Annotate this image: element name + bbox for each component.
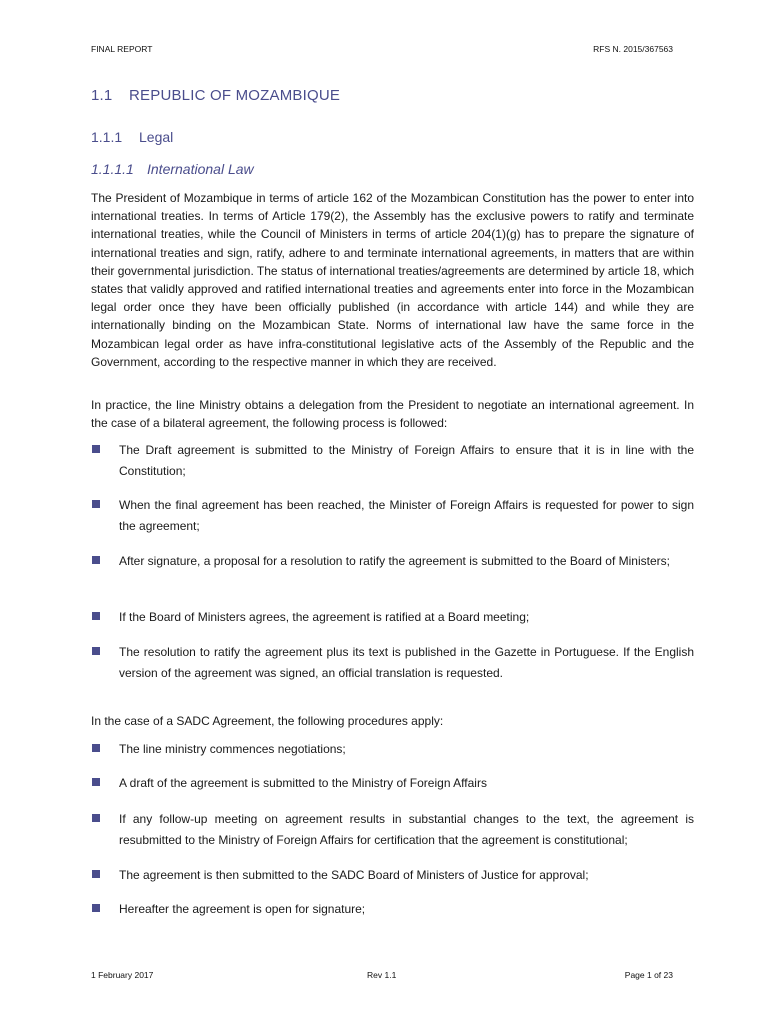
list-item [91, 642, 694, 684]
list-item-text: Hereafter the agreement is open for signature; [119, 902, 366, 916]
list-item [91, 865, 694, 886]
square-bullet-icon [92, 814, 100, 822]
footer-page-number: Page 1 of 23 [624, 970, 673, 980]
list-item-text: A draft of the agreement is submitted to the Ministry of Foreign Affairs [119, 776, 487, 790]
list-item [91, 495, 694, 537]
square-bullet-icon [92, 904, 100, 912]
heading-subsubsection-number: 1.1.1.1 [91, 161, 134, 177]
square-bullet-icon [92, 612, 100, 620]
list-item [91, 773, 694, 794]
footer-date: 1 February 2017 [91, 970, 154, 980]
heading-section-title: REPUBLIC OF MOZAMBIQUE [129, 87, 341, 104]
list-item-text: The resolution to ratify the agreement plus its text is published in the Gazette in Portuguese. If the English version of the agreement was signed, an official translation is requested. [119, 645, 694, 680]
list-item-text: The line ministry commences negotiations; [119, 742, 346, 756]
paragraph-constitution: The President of Mozambique in terms of article 162 of the Mozambican Constitution has the power to enter into international treaties. In terms of Article 179(2), the Assembly has the exclusive powers to ratify and terminate international treaties, while the Council of Ministers in terms of article 204(1)(g) has to prepare the signature of international treaties and sign, ratify, adhere to and terminate international agreements, in matters that are within their governmental jurisdiction. The status of international treaties/agreements are determined by article 18, which states that validly approved and ratified international treaties and agreements enter into force in the Mozambican legal order once they have been officially published (in accordance with article 144) and while they are internationally binding on the Mozambican State. Norms of international law have the same force in the Mozambican legal order as have infra-constitutional legislative acts of the Assembly of the Republic and the Government, according to the respective manner in which they are received. [91, 191, 694, 369]
list-item [91, 551, 694, 572]
list-item [91, 607, 694, 628]
list-item [91, 899, 694, 920]
list-item [91, 809, 694, 851]
square-bullet-icon [92, 445, 100, 453]
list-item-text: The agreement is then submitted to the SADC Board of Ministers of Justice for approval; [119, 868, 589, 882]
list-item-text: If any follow-up meeting on agreement results in substantial changes to the text, the agreement is resubmitted to the Ministry of Foreign Affairs for certification that the agreement is constitutional; [119, 812, 694, 847]
header-left: FINAL REPORT [91, 44, 153, 54]
list-item-text: The Draft agreement is submitted to the Ministry of Foreign Affairs to ensure that it is in line with the Constitution; [119, 443, 694, 478]
square-bullet-icon [92, 870, 100, 878]
square-bullet-icon [92, 744, 100, 752]
heading-subsection-title: Legal [139, 129, 174, 145]
heading-section [91, 87, 340, 104]
list-item [91, 739, 694, 760]
heading-subsection [91, 129, 173, 145]
heading-section-number: 1.1 [91, 87, 113, 104]
heading-subsubsection [91, 161, 254, 177]
list-item [91, 440, 694, 482]
square-bullet-icon [92, 556, 100, 564]
list-item-text: When the final agreement has been reached, the Minister of Foreign Affairs is requested for power to sign the agreement; [119, 498, 694, 533]
heading-subsubsection-title: International Law [147, 161, 254, 177]
square-bullet-icon [92, 647, 100, 655]
paragraph-sadc: In the case of a SADC Agreement, the following procedures apply: [91, 714, 444, 728]
paragraph-practice: In practice, the line Ministry obtains a delegation from the President to negotiate an international agreement. In the case of a bilateral agreement, the following process is followed: [91, 398, 694, 431]
footer-revision: Rev 1.1 [367, 970, 397, 980]
header-right: RFS N. 2015/367563 [593, 44, 673, 54]
list-item-text: If the Board of Ministers agrees, the agreement is ratified at a Board meeting; [119, 610, 530, 624]
list-item-text: After signature, a proposal for a resolution to ratify the agreement is submitted to the Board of Ministers; [119, 554, 670, 568]
square-bullet-icon [92, 778, 100, 786]
heading-subsection-number: 1.1.1 [91, 129, 123, 145]
square-bullet-icon [92, 500, 100, 508]
